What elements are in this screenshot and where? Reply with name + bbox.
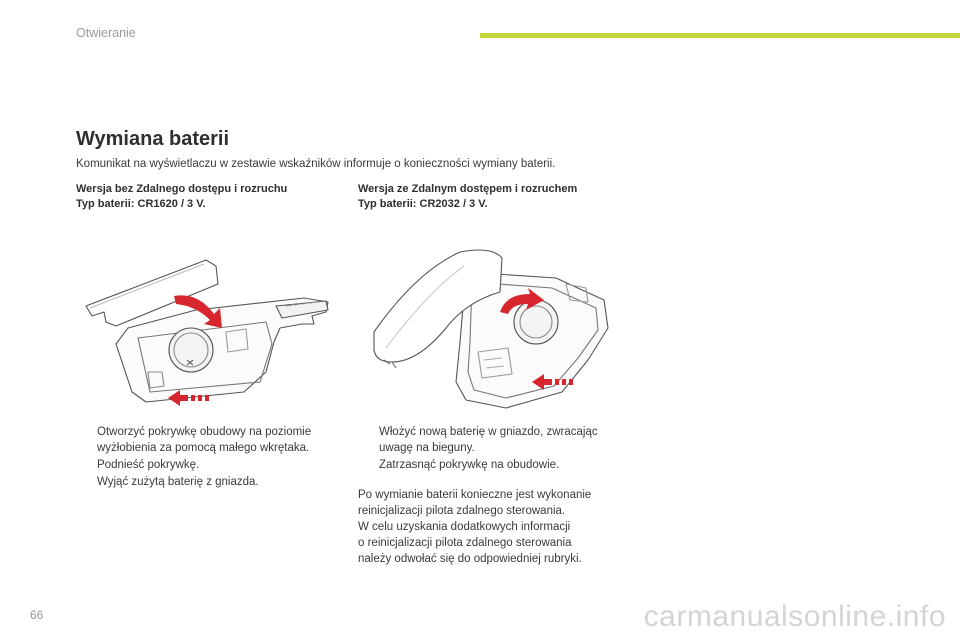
right-version-heading bbox=[358, 182, 628, 212]
left-version-name: Wersja bez Zdalnego dostępu i rozruchu bbox=[76, 183, 288, 195]
list-item: Podnieść pokrywkę. bbox=[97, 459, 200, 471]
list-item: Wyjąć zużytą baterię z gniazda. bbox=[97, 476, 259, 488]
list-item: Zatrzasnąć pokrywkę na obudowie. bbox=[379, 459, 560, 471]
left-battery-type: Typ baterii: CR1620 / 3 V. bbox=[76, 198, 206, 210]
right-steps-list bbox=[358, 424, 628, 474]
intro-text: Komunikat na wyświetlaczu w zestawie wskaźników informuje o konieczności wymiany baterii. bbox=[76, 158, 556, 170]
watermark: carmanualsonline.info bbox=[643, 600, 946, 633]
header-accent-bar bbox=[480, 33, 960, 38]
right-battery-type: Typ baterii: CR2032 / 3 V. bbox=[358, 198, 488, 210]
reinitialization-note: Po wymianie baterii konieczne jest wykonanie reinicjalizacji pilota zdalnego sterowania. W celu uzyskania dodatkowych informacji o reinicjalizacji pilota zdalnego sterowania należy odwołać się do odpowiedniej rubryki. bbox=[358, 489, 592, 565]
key-fob-battery-icon bbox=[76, 232, 346, 422]
left-version-heading bbox=[76, 182, 346, 212]
left-steps-list bbox=[76, 424, 346, 491]
page-title: Wymiana baterii bbox=[76, 128, 230, 150]
right-version-name: Wersja ze Zdalnym dostępem i rozruchem bbox=[358, 183, 578, 195]
page-number: 66 bbox=[30, 608, 44, 622]
list-item: Otworzyć pokrywkę obudowy na poziomie wyżłobienia za pomocą małego wkrętaka. bbox=[97, 426, 312, 454]
list-item: Włożyć nową baterię w gniazdo, zwracając uwagę na bieguny. bbox=[379, 426, 598, 454]
header-section-title: Otwieranie bbox=[76, 26, 136, 40]
smart-key-battery-icon bbox=[356, 232, 626, 422]
